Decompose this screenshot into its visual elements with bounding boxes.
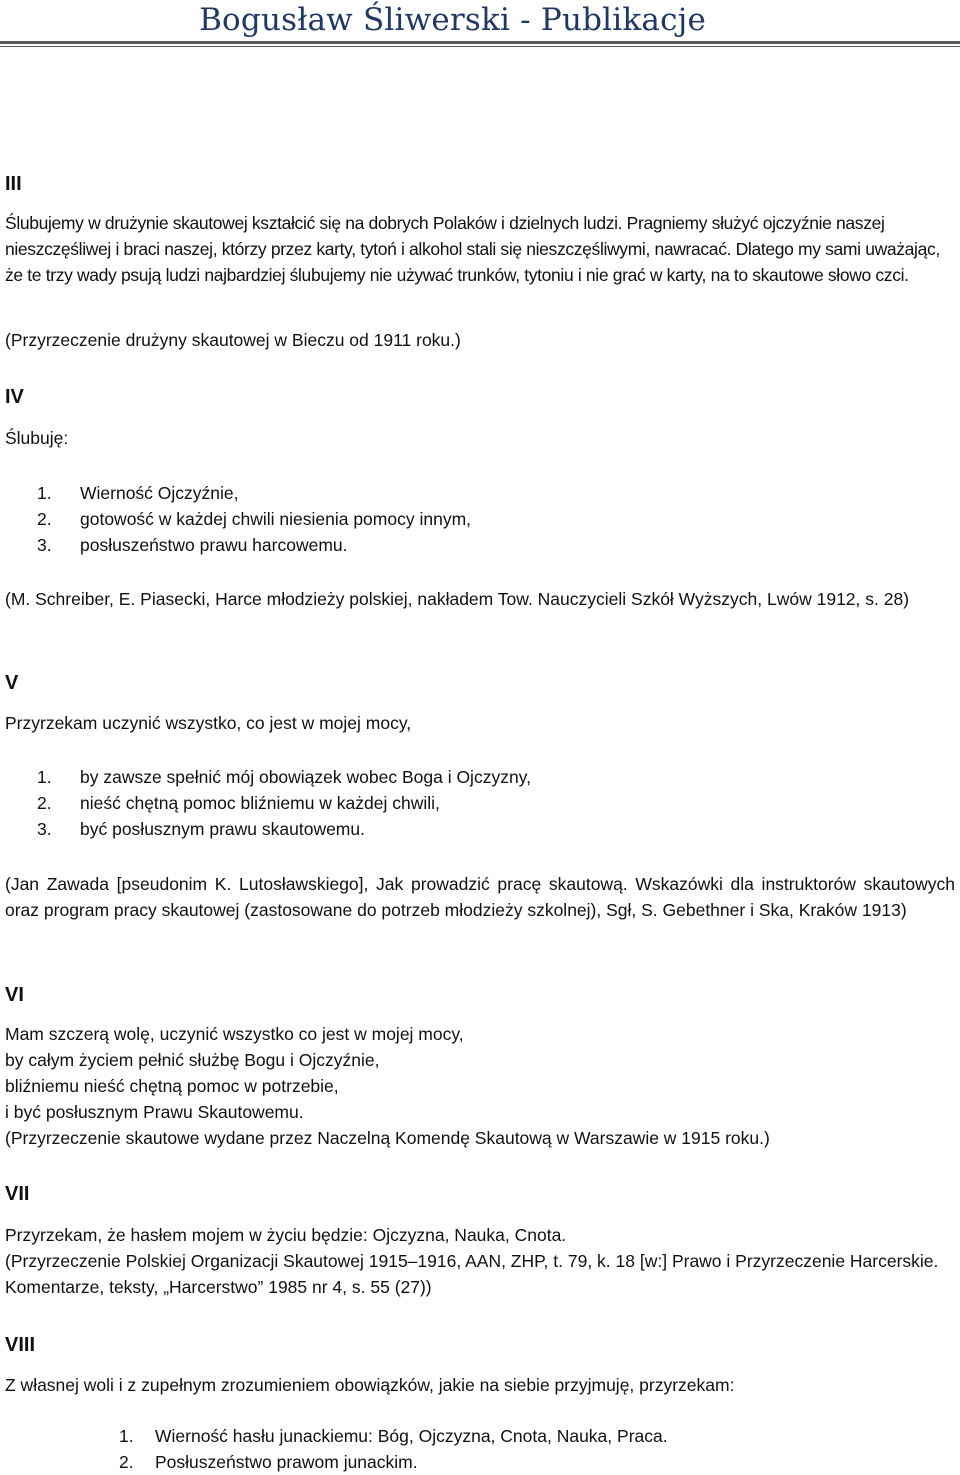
header-rule-thin [0,46,960,47]
section-vi-source: (Przyrzeczenie skautowe wydane przez Naczelną Komendę Skautową w Warszawie w 1915 roku.) [5,1128,770,1148]
list-item [5,816,531,842]
list-item-number: 1. [37,767,52,787]
section-iii-paragraph: Ślubujemy w drużynie skautowej kształcić się na dobrych Polaków i dzielnych ludzi. Pragniemy służyć ojczyźnie naszej nieszczęśliwej i braci naszej, którzy przez karty, tytoń i alkohol stali się nieszczęśliwymi, nawracać. Dlatego my sami uważając, że te trzy wady psują ludzi najbardziej ślubujemy nie używać trunków, tytoniu i nie grać w karty, na to skautowe słowo czci. [5,213,940,285]
list-item [5,480,471,506]
list-item [5,764,531,790]
list-item-number: 2. [119,1452,134,1472]
section-viii-list [5,1423,668,1475]
section-vi-line: by całym życiem pełnić służbę Bogu i Ojczyźnie, [5,1050,380,1070]
section-vi-line: Mam szczerą wolę, uczynić wszystko co jest w mojej mocy, [5,1024,464,1044]
section-heading-viii: VIII [5,1334,36,1356]
list-item-text: Wierność Ojczyźnie, [80,483,239,503]
section-heading-iv: IV [5,386,24,408]
list-item-text: gotowość w każdej chwili niesienia pomocy innym, [80,509,472,529]
list-item-number: 1. [37,483,52,503]
section-heading-iii: III [5,173,22,195]
section-v-source: (Jan Zawada [pseudonim K. Lutosławskiego], Jak prowadzić pracę skautową. Wskazówki dla instruktorów skautowych oraz program pracy skautowej (zastosowane do potrzeb młodzieży szkolnej), Sgł, S. Gebethner i Ska, Kraków 1913) [5,874,955,920]
section-vi-line: i być posłusznym Prawu Skautowemu. [5,1102,304,1122]
section-heading-vii: VII [5,1183,30,1205]
list-item-number: 3. [37,819,52,839]
list-item-text: Posłuszeństwo prawom junackim. [155,1452,418,1472]
list-item [5,1449,668,1475]
section-v-intro: Przyrzekam uczynić wszystko, co jest w mojej mocy, [5,713,412,733]
list-item-text: by zawsze spełnić mój obowiązek wobec Boga i Ojczyzny, [80,767,531,787]
section-iii-source: (Przyrzeczenie drużyny skautowej w Bieczu od 1911 roku.) [5,330,461,350]
list-item [5,506,471,532]
list-item-text: nieść chętną pomoc bliźniemu w każdej chwili, [80,793,440,813]
section-viii-intro: Z własnej woli i z zupełnym zrozumieniem obowiązków, jakie na siebie przyjmuję, przyrzekam: [5,1375,735,1395]
list-item-text: być posłusznym prawu skautowemu. [80,819,365,839]
list-item [5,1423,668,1449]
list-item [5,790,531,816]
section-vi-text [5,1021,770,1151]
list-item [5,532,471,558]
list-item-number: 1. [119,1426,134,1446]
list-item-text: posłuszeństwo prawu harcowemu. [80,535,348,555]
header-rule-thick [0,41,960,44]
page-header [0,0,960,48]
section-heading-v: V [5,672,19,694]
section-vii-line: Przyrzekam, że hasłem mojem w życiu będzie: Ojczyzna, Nauka, Cnota. [5,1225,567,1245]
section-vi-line: bliźniemu nieść chętną pomoc w potrzebie, [5,1076,339,1096]
list-item-number: 2. [37,509,52,529]
list-item-text: Wierność hasłu junackiemu: Bóg, Ojczyzna, Cnota, Nauka, Praca. [155,1426,668,1446]
section-heading-vi: VI [5,984,24,1006]
section-iv-list [5,480,471,558]
list-item-number: 2. [37,793,52,813]
list-item-number: 3. [37,535,52,555]
section-iv-source: (M. Schreiber, E. Piasecki, Harce młodzieży polskiej, nakładem Tow. Nauczycieli Szkół Wyższych, Lwów 1912, s. 28) [5,589,910,609]
section-vii-source: (Przyrzeczenie Polskiej Organizacji Skautowej 1915–1916, AAN, ZHP, t. 79, k. 18 [w:] Prawo i Przyrzeczenie Harcerskie. Komentarze, teksty, „Harcerstwo” 1985 nr 4, s. 55 (27)) [5,1251,939,1297]
section-v-list [5,764,531,842]
header-title: Bogusław Śliwerski - Publikacje [199,2,706,38]
section-iv-intro: Ślubuję: [5,428,69,448]
